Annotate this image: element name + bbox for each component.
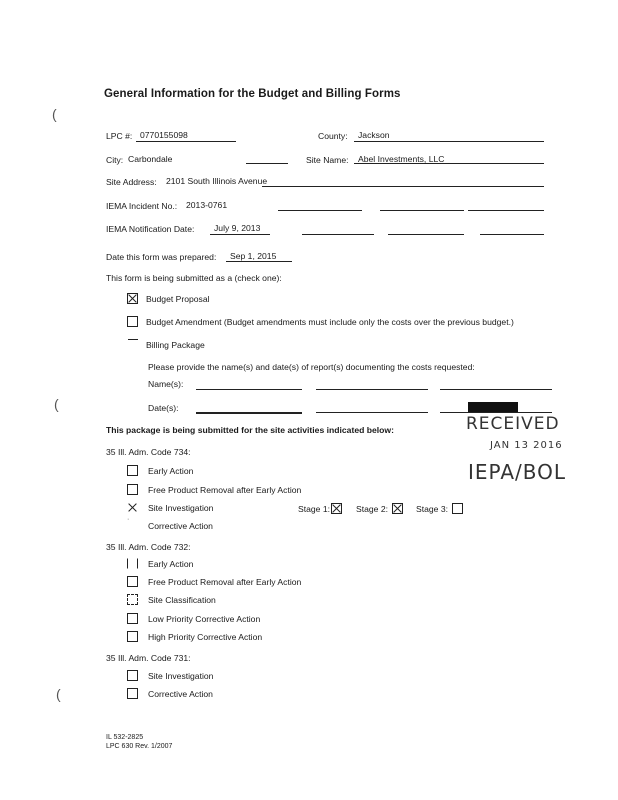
code732-low-priority-label: Low Priority Corrective Action (148, 614, 261, 624)
code732-low-priority-checkbox[interactable] (127, 613, 138, 624)
budget-proposal-label: Budget Proposal (146, 294, 210, 304)
form-title: General Information for the Budget and Billing Forms (104, 88, 401, 100)
iema-date-value[interactable]: July 9, 2013 (214, 223, 261, 233)
lpc-value[interactable]: 0770155098 (140, 130, 188, 140)
received-stamp: RECEIVED (466, 414, 560, 434)
site-address-label: Site Address: (106, 177, 157, 187)
footer-form-number: IL 532-2825 (106, 734, 144, 741)
code734-heading: 35 Ill. Adm. Code 734: (106, 447, 191, 457)
code734-free-product-label: Free Product Removal after Early Action (148, 485, 302, 495)
code731-site-investigation-label: Site Investigation (148, 671, 214, 681)
code732-heading: 35 Ill. Adm. Code 732: (106, 542, 191, 552)
code731-corrective-label: Corrective Action (148, 689, 213, 699)
reports-prompt: Please provide the name(s) and date(s) of report(s) documenting the costs requested: (148, 362, 475, 372)
margin-mark: ( (54, 396, 59, 412)
code734-early-action-checkbox[interactable] (127, 465, 138, 476)
budget-proposal-checkbox[interactable] (127, 293, 138, 304)
code734-corrective-checkbox[interactable]: · (127, 516, 130, 523)
stage3-checkbox[interactable] (452, 503, 463, 514)
billing-package-checkbox[interactable] (128, 339, 138, 340)
code731-corrective-checkbox[interactable] (127, 688, 138, 699)
code732-free-product-label: Free Product Removal after Early Action (148, 577, 302, 587)
budget-amendment-label: Budget Amendment (Budget amendments must include only the costs over the previous budget.) (146, 317, 514, 327)
received-stamp-office: IEPA/BOL (468, 460, 566, 484)
stage2-checkbox[interactable] (392, 503, 403, 514)
code731-site-investigation-checkbox[interactable] (127, 670, 138, 681)
county-value[interactable]: Jackson (358, 130, 390, 140)
billing-package-label: Billing Package (146, 340, 205, 350)
names-label: Name(s): (148, 379, 184, 389)
code732-early-action-checkbox[interactable] (127, 558, 138, 569)
code734-site-investigation-label: Site Investigation (148, 503, 214, 513)
site-address-value[interactable]: 2101 South Illinois Avenue (166, 176, 268, 186)
code734-free-product-checkbox[interactable] (127, 484, 138, 495)
site-name-label: Site Name: (306, 155, 349, 165)
iema-incident-label: IEMA Incident No.: (106, 201, 178, 211)
code732-high-priority-label: High Priority Corrective Action (148, 632, 263, 642)
margin-mark: ( (56, 686, 61, 702)
activities-prompt: This package is being submitted for the site activities indicated below: (106, 425, 394, 435)
code734-corrective-label: Corrective Action (148, 521, 213, 531)
city-label: City: (106, 155, 124, 165)
margin-mark: ( (52, 106, 57, 122)
footer-revision: LPC 630 Rev. 1/2007 (106, 743, 173, 750)
stage3-label: Stage 3: (416, 504, 449, 514)
code734-early-action-label: Early Action (148, 466, 194, 476)
lpc-label: LPC #: (106, 131, 133, 141)
iema-incident-value[interactable]: 2013-0761 (186, 200, 228, 210)
date-prepared-value[interactable]: Sep 1, 2015 (230, 251, 277, 261)
code732-free-product-checkbox[interactable] (127, 576, 138, 587)
code732-site-classification-checkbox[interactable] (127, 594, 138, 605)
received-stamp-date: JAN 13 2016 (490, 440, 563, 451)
stage1-checkbox[interactable] (331, 503, 342, 514)
site-name-value[interactable]: Abel Investments, LLC (358, 154, 445, 164)
code731-heading: 35 Ill. Adm. Code 731: (106, 653, 191, 663)
county-label: County: (318, 131, 348, 141)
date-prepared-label: Date this form was prepared: (106, 252, 217, 262)
stage2-label: Stage 2: (356, 504, 389, 514)
stage1-label: Stage 1: (298, 504, 331, 514)
code732-site-classification-label: Site Classification (148, 595, 216, 605)
redaction-block (468, 402, 518, 412)
code734-site-investigation-checkbox[interactable] (127, 502, 138, 513)
iema-date-label: IEMA Notification Date: (106, 224, 195, 234)
city-value[interactable]: Carbondale (128, 154, 173, 164)
submission-prompt: This form is being submitted as a (check one): (106, 273, 282, 283)
code732-high-priority-checkbox[interactable] (127, 631, 138, 642)
code732-early-action-label: Early Action (148, 559, 194, 569)
dates-label: Date(s): (148, 403, 179, 413)
budget-amendment-checkbox[interactable] (127, 316, 138, 327)
